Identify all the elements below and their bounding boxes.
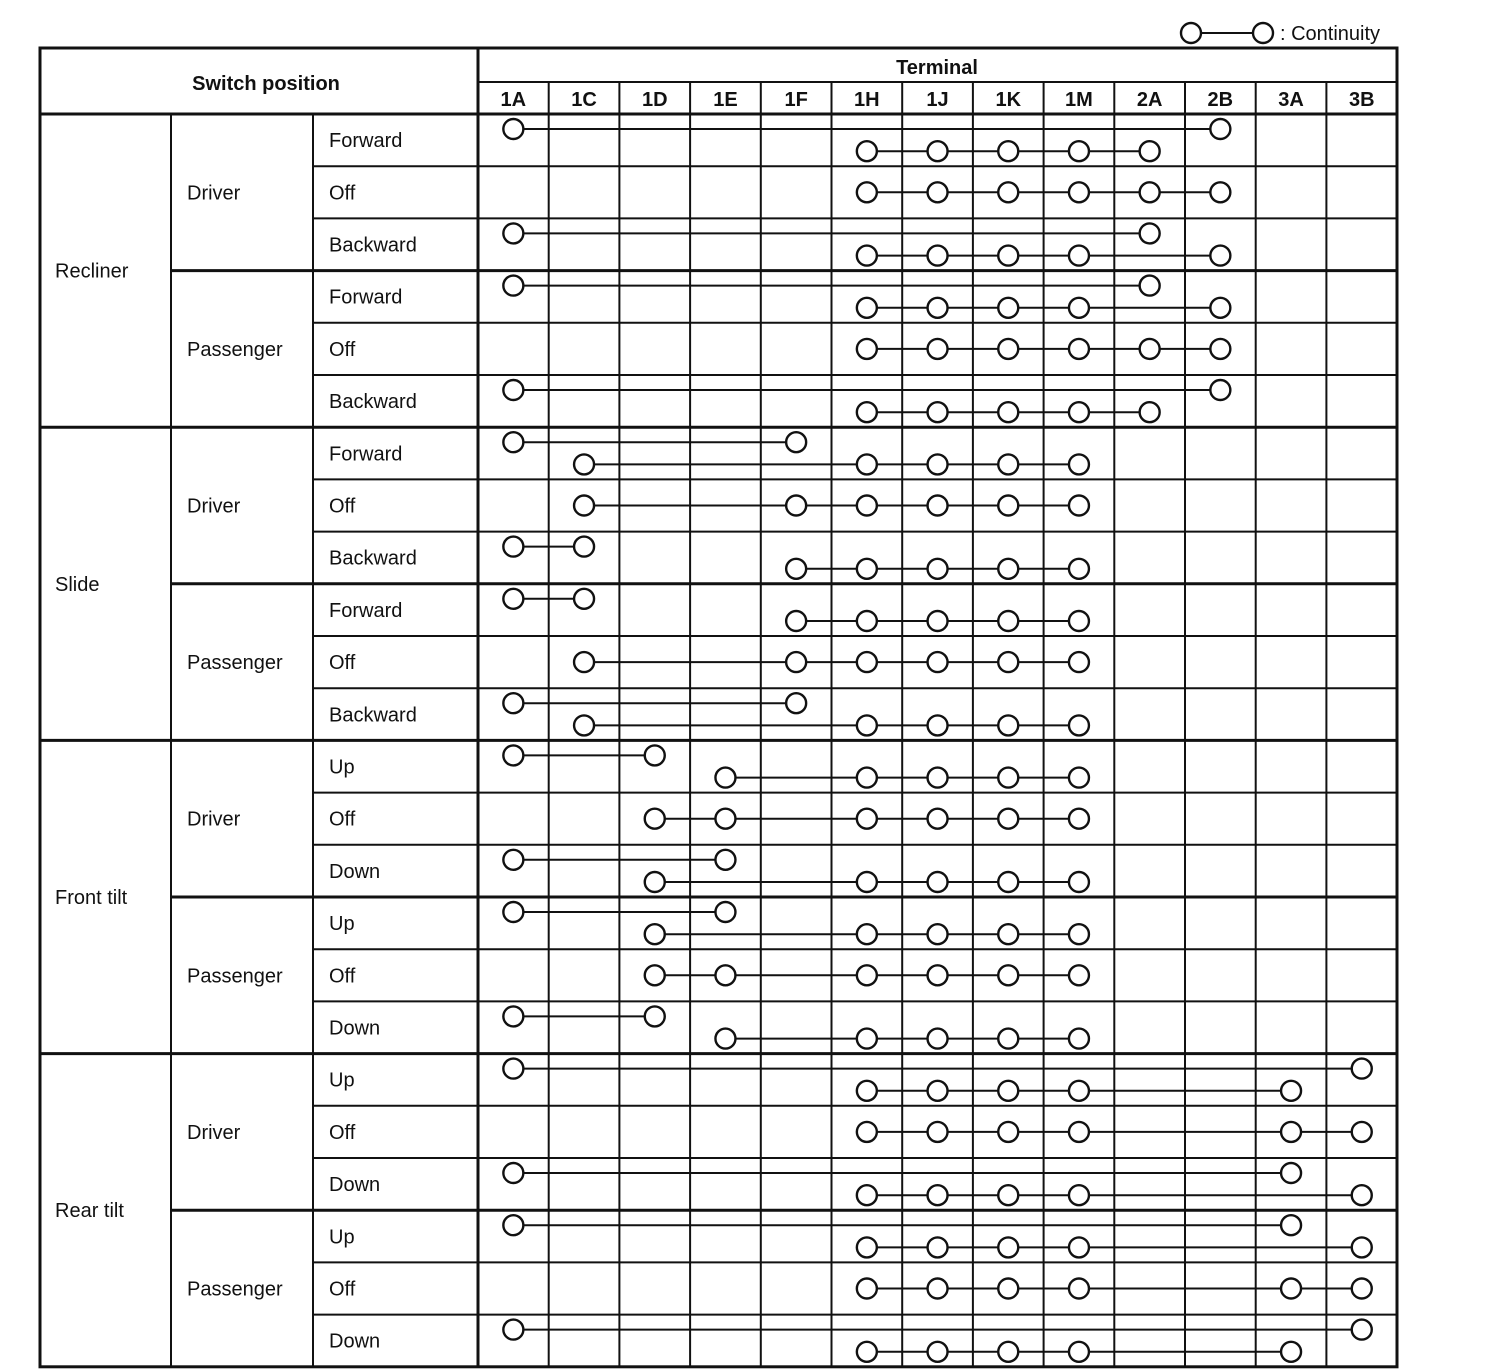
terminal-circle-icon [928,246,948,266]
terminal-circle-icon [786,652,806,672]
terminal-circle-icon [857,1342,877,1362]
side-label: Passenger [187,338,283,361]
side-label: Passenger [187,652,283,675]
terminal-circle-icon [928,924,948,944]
terminal-label: 1D [641,89,668,111]
side-label: Driver [187,495,241,518]
switch-position-label: Off [329,652,356,675]
terminal-circle-icon [928,339,948,359]
terminal-label: 1E [713,89,738,111]
table-grid [40,48,1397,1367]
terminal-circle-icon [1069,715,1089,735]
terminal-circle-icon [857,1122,877,1142]
terminal-circle-icon [998,1279,1018,1299]
terminal-circle-icon [574,589,594,609]
terminal-circle-icon [503,223,523,243]
switch-position-label: Off [329,182,356,205]
switch-position-label: Down [329,1017,381,1040]
terminal-label: 2B [1207,89,1234,111]
terminal-circle-icon [998,715,1018,735]
switch-position-label: Off [329,965,356,988]
terminal-circle-icon [1069,246,1089,266]
terminal-circle-icon [998,1122,1018,1142]
terminal-circle-icon [786,559,806,579]
terminal-circle-icon [1140,223,1160,243]
terminal-column-labels [501,89,1375,111]
terminal-circle-icon [1069,924,1089,944]
terminal-circle-icon [998,454,1018,474]
terminal-circle-icon [503,119,523,139]
terminal-circle-icon [1069,454,1089,474]
terminal-circle-icon [928,652,948,672]
terminal-circle-icon [786,496,806,516]
terminal-circle-icon [503,432,523,452]
terminal-circle-icon [857,141,877,161]
terminal-circle-icon [998,402,1018,422]
switch-position-label: Down [329,860,381,883]
terminal-circle-icon [503,1163,523,1183]
side-label: Driver [187,1121,241,1144]
switch-position-label: Off [329,338,356,361]
terminal-circle-icon [998,141,1018,161]
terminal-circle-icon [1069,965,1089,985]
terminal-circle-icon [857,1237,877,1257]
table-border [40,48,1397,1367]
terminal-circle-icon [857,1029,877,1049]
terminal-circle-icon [998,559,1018,579]
terminal-circle-icon [715,902,735,922]
terminal-circle-icon [998,339,1018,359]
terminal-circle-icon [928,1029,948,1049]
terminal-circle-icon [786,611,806,631]
terminal-circle-icon [503,693,523,713]
legend-terminal-circle-icon [1181,23,1201,43]
terminal-circle-icon [998,1081,1018,1101]
terminal-circle-icon [1352,1237,1372,1257]
terminal-circle-icon [928,768,948,788]
switch-position-label: Up [329,913,355,936]
legend [1181,23,1380,45]
terminal-circle-icon [857,809,877,829]
switch-position-label: Up [329,1069,355,1092]
terminal-circle-icon [1140,141,1160,161]
terminal-circle-icon [998,768,1018,788]
terminal-circle-icon [857,1081,877,1101]
terminal-circle-icon [503,276,523,296]
terminal-circle-icon [1352,1185,1372,1205]
terminal-label: 1C [571,89,597,111]
legend-label: : Continuity [1280,23,1381,45]
terminal-circle-icon [715,850,735,870]
terminal-label: 1M [1065,89,1093,111]
terminal-circle-icon [1069,1342,1089,1362]
switch-position-label: Backward [329,391,417,414]
terminal-circle-icon [503,1059,523,1079]
terminal-circle-icon [1069,1185,1089,1205]
terminal-circle-icon [998,246,1018,266]
terminal-circle-icon [1069,402,1089,422]
terminal-circle-icon [928,1237,948,1257]
switch-position-label: Forward [329,443,403,466]
terminal-circle-icon [857,611,877,631]
terminal-circle-icon [503,380,523,400]
terminal-circle-icon [998,809,1018,829]
terminal-circle-icon [998,298,1018,318]
terminal-circle-icon [1281,1342,1301,1362]
terminal-circle-icon [857,298,877,318]
terminal-circle-icon [998,1342,1018,1362]
switch-position-label: Off [329,495,356,518]
terminal-header: Terminal [896,57,978,79]
terminal-circle-icon [574,454,594,474]
switch-position-label: Forward [329,599,403,622]
group-label: Slide [55,573,100,596]
terminal-circle-icon [1140,339,1160,359]
terminal-circle-icon [503,537,523,557]
switch-position-label: Down [329,1174,381,1197]
terminal-circle-icon [1069,1029,1089,1049]
terminal-circle-icon [998,1185,1018,1205]
terminal-circle-icon [786,693,806,713]
terminal-circle-icon [857,339,877,359]
terminal-circle-icon [1281,1081,1301,1101]
terminal-circle-icon [857,1185,877,1205]
terminal-circle-icon [645,745,665,765]
terminal-circle-icon [998,611,1018,631]
side-label: Driver [187,182,241,205]
terminal-circle-icon [1210,119,1230,139]
side-label: Passenger [187,965,283,988]
terminal-circle-icon [1069,1237,1089,1257]
terminal-circle-icon [998,965,1018,985]
side-label: Passenger [187,1278,283,1301]
terminal-circle-icon [503,850,523,870]
terminal-circle-icon [857,1279,877,1299]
terminal-circle-icon [998,496,1018,516]
terminal-circle-icon [715,965,735,985]
terminal-circle-icon [1069,559,1089,579]
terminal-circle-icon [1210,339,1230,359]
terminal-circle-icon [715,809,735,829]
terminal-circle-icon [928,454,948,474]
terminal-circle-icon [1281,1279,1301,1299]
terminal-circle-icon [503,589,523,609]
terminal-circle-icon [928,965,948,985]
group-label: Front tilt [55,887,128,909]
terminal-circle-icon [857,715,877,735]
terminal-circle-icon [1140,182,1160,202]
terminal-label: 3B [1348,89,1375,111]
terminal-circle-icon [1352,1122,1372,1142]
side-label: Driver [187,808,241,831]
switch-position-label: Up [329,1226,355,1249]
terminal-circle-icon [1281,1163,1301,1183]
switch-position-label: Off [329,1121,356,1144]
terminal-circle-icon [574,652,594,672]
terminal-label: 1J [926,89,949,111]
terminal-label: 2A [1136,89,1163,111]
terminal-circle-icon [1352,1059,1372,1079]
terminal-circle-icon [998,182,1018,202]
group-label: Rear tilt [55,1200,124,1223]
terminal-circle-icon [715,768,735,788]
terminal-circle-icon [1069,298,1089,318]
terminal-circle-icon [1140,402,1160,422]
terminal-circle-icon [1069,339,1089,359]
terminal-circle-icon [1069,768,1089,788]
terminal-circle-icon [857,402,877,422]
legend-terminal-circle-icon [1253,23,1273,43]
terminal-circle-icon [928,872,948,892]
terminal-label: 1A [500,89,527,111]
terminal-circle-icon [928,559,948,579]
terminal-circle-icon [998,1029,1018,1049]
terminal-circle-icon [1140,276,1160,296]
terminal-circle-icon [574,715,594,735]
terminal-circle-icon [928,1081,948,1101]
switch-position-label: Forward [329,286,403,309]
switch-position-label: Forward [329,130,403,153]
terminal-circle-icon [574,496,594,516]
terminal-circle-icon [928,611,948,631]
terminal-circle-icon [574,537,594,557]
terminal-circle-icon [1210,380,1230,400]
switch-position-header: Switch position [192,73,340,95]
switch-position-label: Down [329,1330,381,1353]
terminal-circle-icon [928,402,948,422]
terminal-circle-icon [928,141,948,161]
terminal-circle-icon [928,496,948,516]
terminal-circle-icon [1069,182,1089,202]
terminal-circle-icon [1069,1081,1089,1101]
terminal-circle-icon [857,768,877,788]
terminal-label: 1K [995,89,1022,111]
terminal-circle-icon [1069,652,1089,672]
switch-position-label: Off [329,1278,356,1301]
terminal-circle-icon [786,432,806,452]
terminal-circle-icon [857,182,877,202]
switch-position-label: Off [329,808,356,831]
terminal-circle-icon [1069,872,1089,892]
terminal-label: 1H [854,89,880,111]
switch-position-label: Backward [329,547,417,570]
terminal-circle-icon [1069,1279,1089,1299]
terminal-circle-icon [857,965,877,985]
terminal-circle-icon [928,715,948,735]
terminal-circle-icon [1352,1320,1372,1340]
switch-position-label: Backward [329,234,417,257]
terminal-circle-icon [1069,1122,1089,1142]
terminal-circle-icon [928,809,948,829]
terminal-circle-icon [857,246,877,266]
terminal-circle-icon [857,454,877,474]
terminal-circle-icon [1069,496,1089,516]
terminal-circle-icon [1210,298,1230,318]
terminal-circle-icon [1352,1279,1372,1299]
terminal-circle-icon [928,1279,948,1299]
terminal-circle-icon [1210,246,1230,266]
terminal-circle-icon [928,1342,948,1362]
terminal-circle-icon [1210,182,1230,202]
terminal-circle-icon [928,1122,948,1142]
terminal-circle-icon [645,872,665,892]
terminal-circle-icon [857,652,877,672]
terminal-circle-icon [998,652,1018,672]
terminal-circle-icon [503,1320,523,1340]
terminal-circle-icon [857,872,877,892]
terminal-label: 3A [1278,89,1304,111]
terminal-circle-icon [998,872,1018,892]
terminal-circle-icon [503,1006,523,1026]
terminal-circle-icon [715,1029,735,1049]
terminal-circle-icon [928,1185,948,1205]
terminal-label: 1F [784,89,808,111]
terminal-circle-icon [645,809,665,829]
terminal-circle-icon [1069,141,1089,161]
terminal-circle-icon [1281,1215,1301,1235]
terminal-circle-icon [503,745,523,765]
terminal-circle-icon [857,924,877,944]
switch-position-label: Up [329,756,355,779]
terminal-circle-icon [645,965,665,985]
terminal-circle-icon [928,298,948,318]
terminal-circle-icon [928,182,948,202]
terminal-circle-icon [503,902,523,922]
group-label: Recliner [55,260,129,283]
terminal-circle-icon [645,1006,665,1026]
terminal-circle-icon [503,1215,523,1235]
terminal-circle-icon [857,496,877,516]
terminal-circle-icon [1069,611,1089,631]
terminal-circle-icon [998,924,1018,944]
switch-position-label: Backward [329,704,417,727]
terminal-circle-icon [998,1237,1018,1257]
terminal-circle-icon [857,559,877,579]
terminal-circle-icon [645,924,665,944]
terminal-circle-icon [1281,1122,1301,1142]
terminal-circle-icon [1069,809,1089,829]
